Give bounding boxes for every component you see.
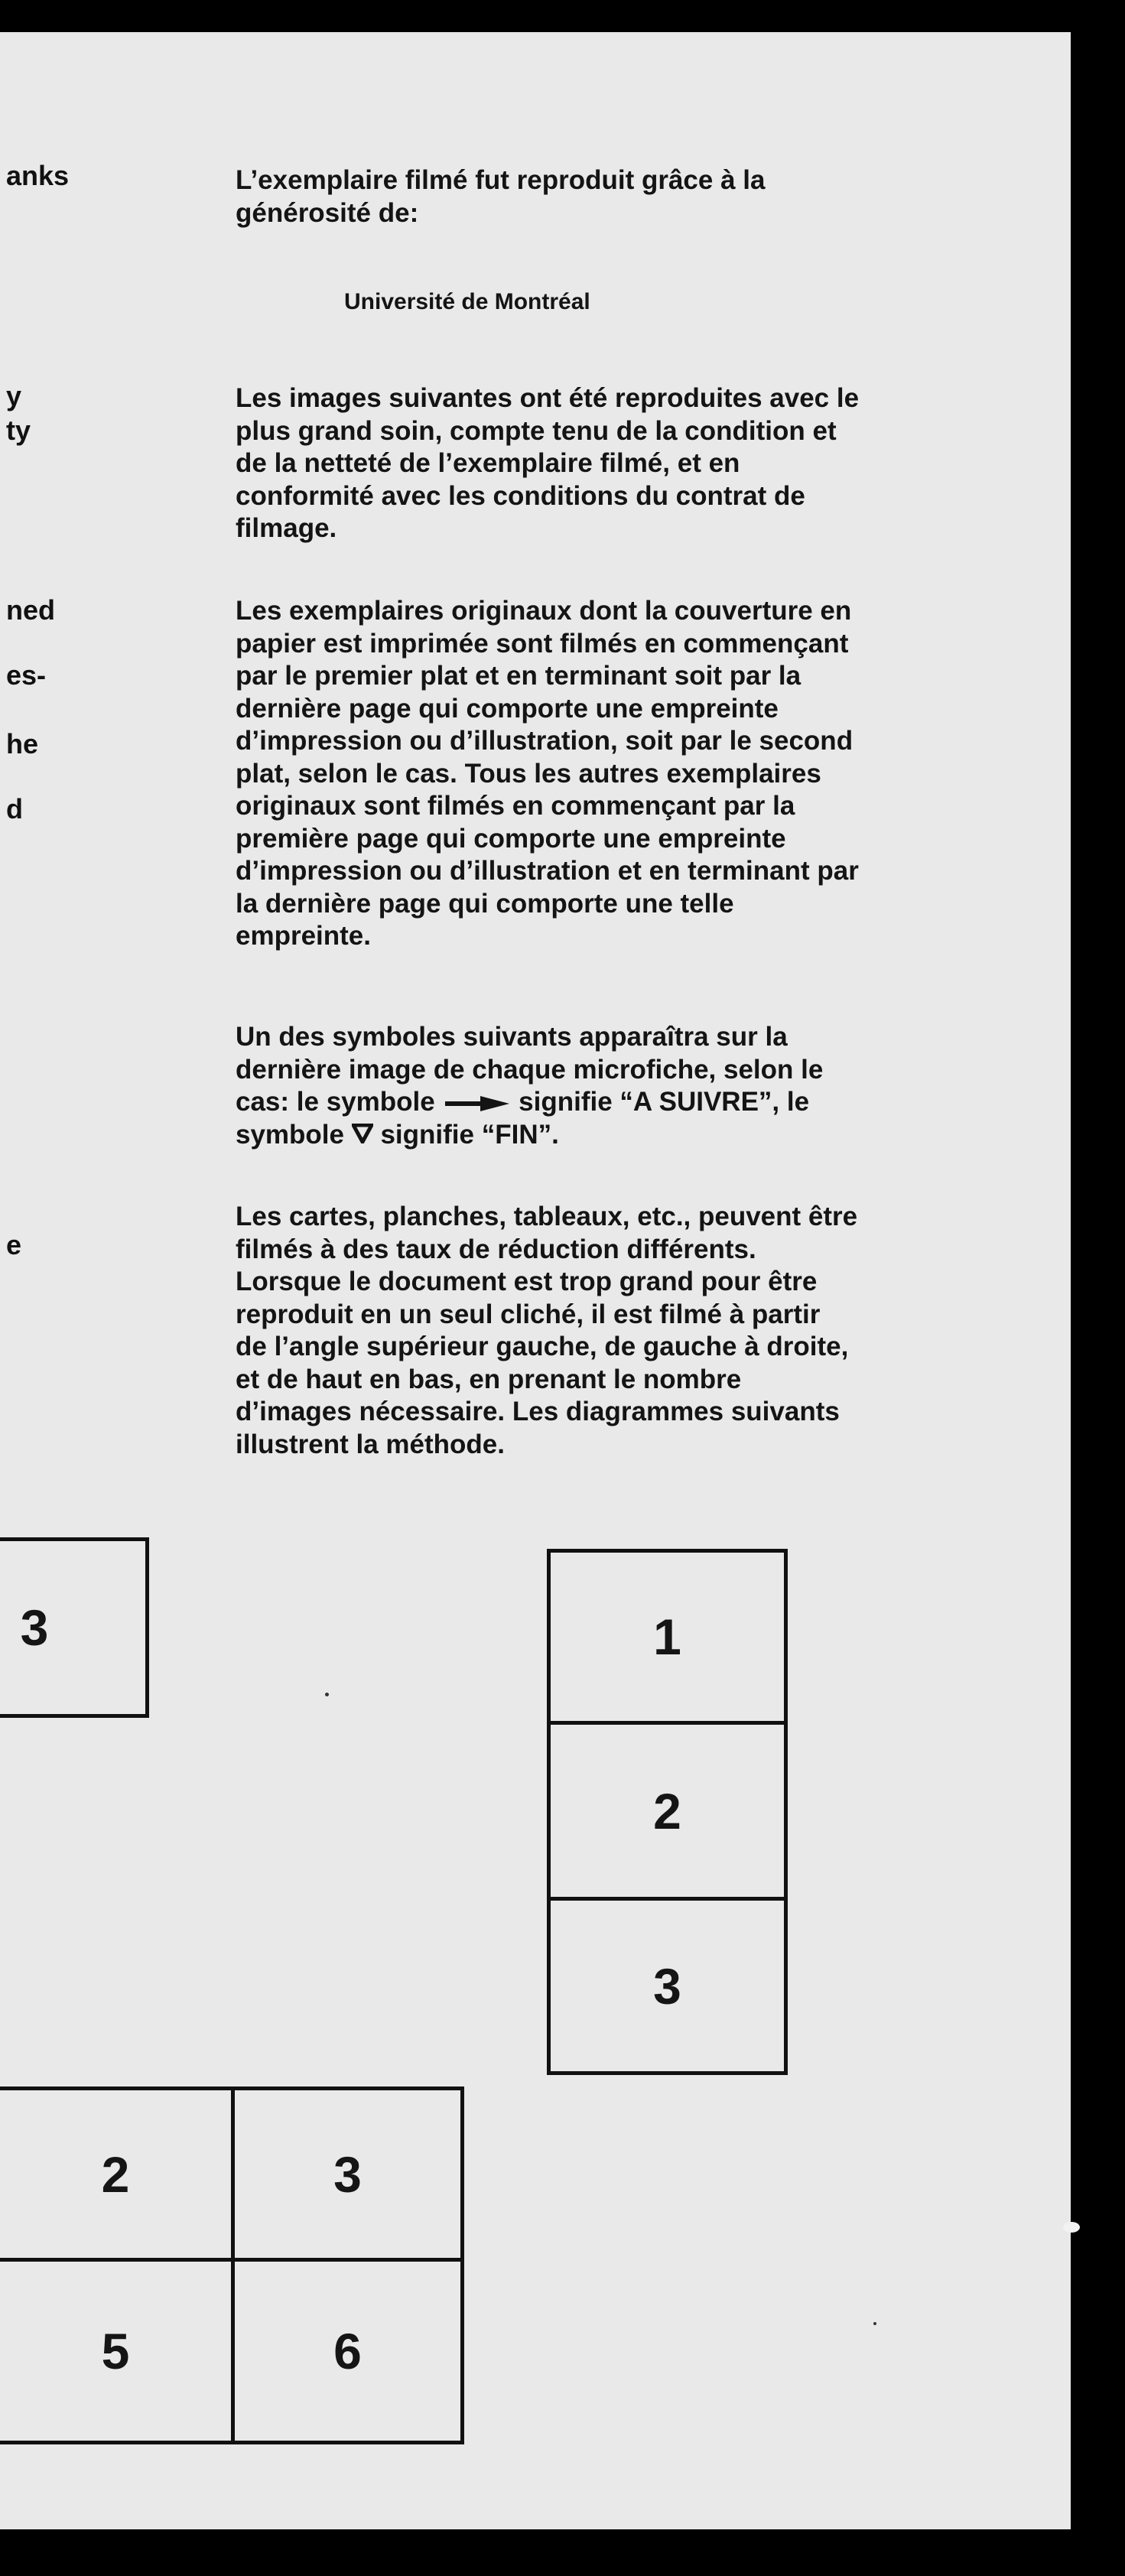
text-line: de l’angle supérieur gauche, de gauche à droite, xyxy=(236,1332,849,1361)
edge-fragment: ty xyxy=(6,415,31,446)
edge-fragment: he xyxy=(6,728,39,759)
diagram-cell: 5 xyxy=(101,2323,130,2379)
scan-speck xyxy=(325,1693,329,1696)
edge-fragment: ned xyxy=(6,594,56,626)
text-line: Lorsque le document est trop grand pour être xyxy=(236,1267,818,1296)
diagram-cell: 2 xyxy=(653,1782,681,1839)
edge-fragment: es- xyxy=(6,659,47,691)
text-line xyxy=(236,1086,1000,1119)
paragraph-originals xyxy=(236,595,1000,953)
scan-speck xyxy=(1063,2222,1080,2233)
text-line: d’impression ou d’illustration, soit par le second xyxy=(236,726,854,756)
text-line: par le premier plat et en terminant soit par la xyxy=(236,661,801,691)
paragraph-images xyxy=(236,382,1000,545)
institution-name: Université de Montréal xyxy=(344,289,590,314)
text-line: de la netteté de l’exemplaire filmé, et en xyxy=(236,448,740,478)
text-line: Les images suivantes ont été reproduites avec le xyxy=(236,383,860,413)
text-line: filmés à des taux de réduction différents. xyxy=(236,1234,756,1264)
header-line: L’exemplaire filmé fut reproduit grâce à la xyxy=(236,165,766,195)
diagram-cell: 6 xyxy=(333,2323,362,2379)
edge-fragment: e xyxy=(6,1229,22,1260)
text-line: la dernière page qui comporte une telle xyxy=(236,888,734,919)
text-line: conformité avec les conditions du contrat de xyxy=(236,480,805,511)
text-line: Un des symboles suivants apparaîtra sur la xyxy=(236,1022,788,1052)
text-fragment: signifie “A SUIVRE”, le xyxy=(519,1087,810,1117)
text-line: reproduit en un seul cliché, il est filmé à partir xyxy=(236,1299,821,1329)
text-line: dernière page qui comporte une empreinte xyxy=(236,693,779,724)
diagram-cell: 2 xyxy=(101,2145,130,2203)
edge-fragment: d xyxy=(6,793,23,825)
paragraph-symbols xyxy=(236,1021,1000,1151)
edge-fragment: anks xyxy=(6,160,70,191)
triangle-down-icon xyxy=(352,1124,373,1143)
text-line: Les exemplaires originaux dont la couverture en xyxy=(236,596,852,626)
diagram-cell: 3 xyxy=(333,2145,362,2203)
text-fragment: cas: le symbole xyxy=(236,1087,435,1117)
text-fragment: signifie “FIN”. xyxy=(380,1119,559,1150)
text-line: plus grand soin, compte tenu de la condition et xyxy=(236,415,837,446)
text-line: première page qui comporte une empreinte xyxy=(236,823,786,854)
text-line: papier est imprimée sont filmés en commençant xyxy=(236,628,849,659)
text-fragment: symbole xyxy=(236,1119,344,1150)
header-line: générosité de: xyxy=(236,197,419,228)
arrow-right-icon xyxy=(442,1095,511,1112)
text-line: d’impression ou d’illustration et en terminant par xyxy=(236,856,859,886)
text-line xyxy=(236,1119,1000,1152)
text-line: empreinte. xyxy=(236,921,371,951)
text-line: originaux sont filmés en commençant par la xyxy=(236,791,795,821)
diagram-cell: 3 xyxy=(653,1957,681,2015)
text-line: Les cartes, planches, tableaux, etc., peuvent être xyxy=(236,1202,858,1231)
diagram-cell: 1 xyxy=(653,1608,681,1665)
text-line: plat, selon le cas. Tous les autres exemplaires xyxy=(236,758,821,789)
scan-speck xyxy=(873,2322,876,2325)
text-line: illustrent la méthode. xyxy=(236,1429,505,1459)
edge-fragment: y xyxy=(6,380,22,411)
header-text xyxy=(236,164,1000,229)
text-line: d’images nécessaire. Les diagrammes suivants xyxy=(236,1397,840,1426)
diagram-cell: 3 xyxy=(20,1599,49,1656)
paragraph-maps xyxy=(236,1201,1000,1461)
text-line: filmage. xyxy=(236,513,337,543)
text-line: et de haut en bas, en prenant le nombre xyxy=(236,1364,742,1394)
text-line: dernière image de chaque microfiche, selon le xyxy=(236,1054,824,1085)
